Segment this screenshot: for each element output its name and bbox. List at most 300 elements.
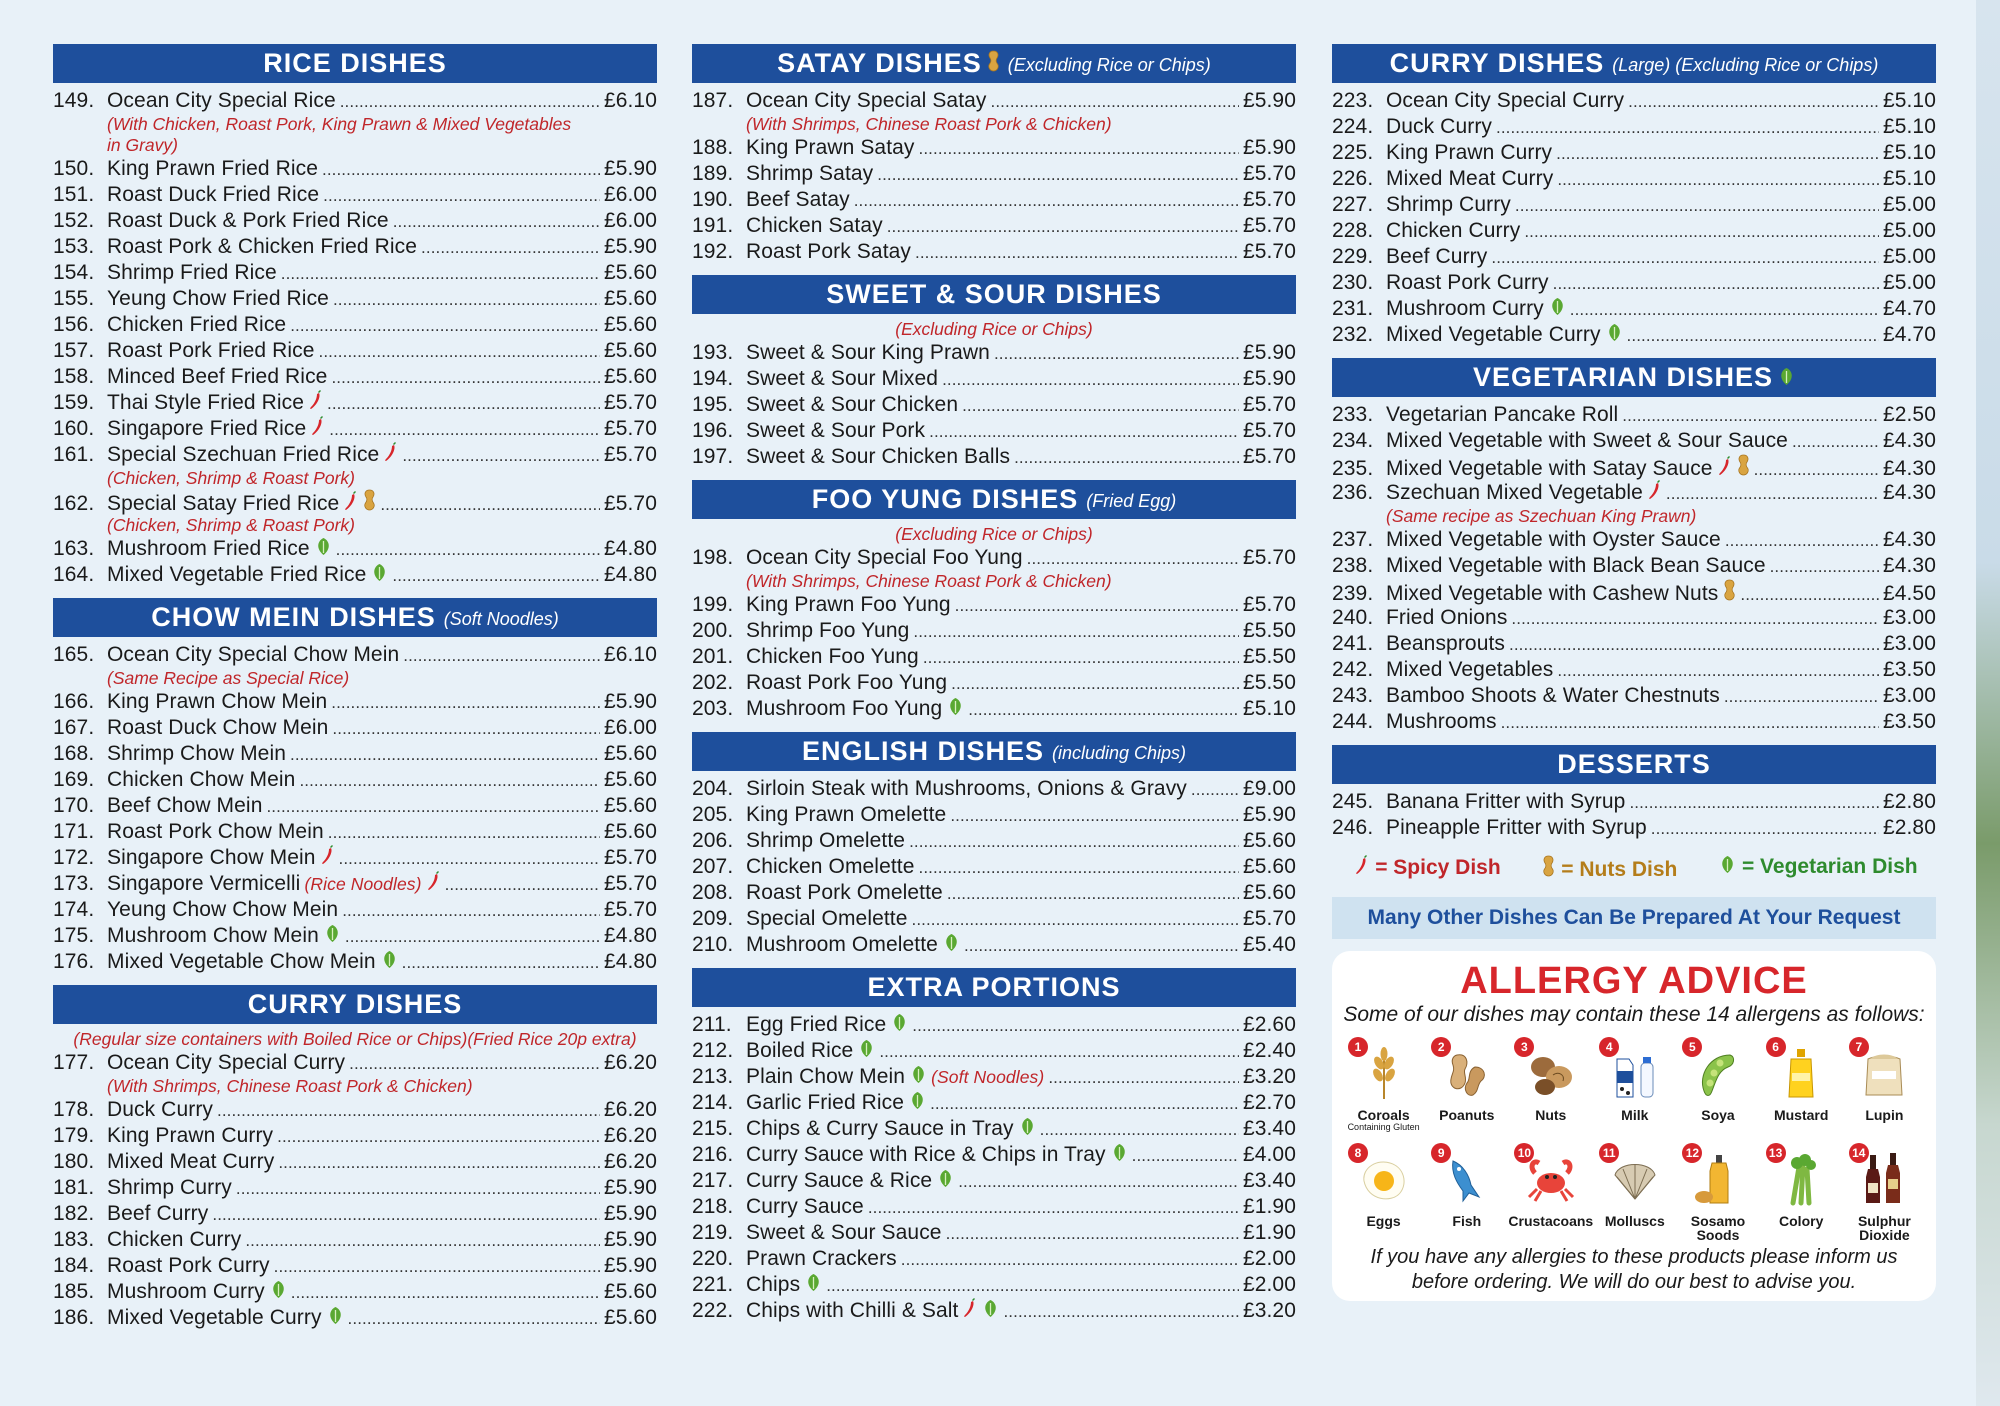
dot-leader [345,924,600,950]
dot-leader [955,593,1239,619]
menu-item [53,1305,657,1331]
item-name: Roast Pork Foo Yung [746,671,948,694]
section-header [53,985,657,1024]
item-name-wrap [107,416,325,443]
item-price: £5.00 [1882,271,1936,294]
item-name: Chicken Curry [1386,219,1521,242]
item-name-wrap [1386,605,1507,631]
item-price: £5.90 [1242,341,1296,364]
item-price: £2.00 [1242,1247,1296,1270]
chilli-icon [963,1298,977,1325]
item-number: 161. [53,443,95,466]
allergen-label: Sosamo Soods [1690,1213,1746,1243]
menu-item [53,260,657,286]
item-number: 237. [1332,528,1374,551]
dot-leader [421,235,600,261]
item-name: Chicken Curry [107,1228,242,1251]
menu-item [53,1149,657,1175]
dot-leader [1553,271,1879,297]
menu-item [53,489,657,515]
dot-leader [901,1247,1239,1273]
menu-item [53,949,657,975]
item-price: £6.10 [603,643,657,666]
menu-item [692,88,1296,114]
item-number: 149. [53,89,95,112]
item-price: £5.90 [603,235,657,258]
item-price: £5.70 [1242,445,1296,468]
item-price: £3.50 [1882,658,1936,681]
item-number: 159. [53,391,95,414]
menu-item [692,444,1296,470]
item-price: £6.00 [603,716,657,739]
dot-leader [245,1228,600,1254]
dot-leader [323,183,600,209]
item-name-wrap [746,1064,1044,1091]
item-name: Mushrooms [1386,710,1497,733]
menu-item [692,1038,1296,1064]
dot-leader [994,341,1239,367]
item-name: Fried Onions [1386,606,1508,629]
section-title: RICE DISHES [263,48,447,78]
item-price: £5.70 [603,492,657,515]
item-price: £3.40 [1242,1117,1296,1140]
item-number: 217. [692,1169,734,1192]
dot-leader [1725,528,1879,554]
item-name-wrap [107,949,398,976]
dot-leader [380,492,600,518]
item-name: Mixed Vegetable Curry [1386,323,1601,346]
item-inline-note: (Rice Noodles) [304,874,422,894]
leaf-icon [858,1039,875,1065]
item-price: £5.00 [1882,245,1936,268]
menu-item [1332,244,1936,270]
item-name: Minced Beef Fried Rice [107,365,328,388]
allergen-label: Milk [1621,1107,1649,1123]
item-number: 150. [53,157,95,180]
item-name-wrap [746,1220,942,1246]
allergen-number: 2 [1431,1037,1451,1057]
item-name-wrap [107,338,315,364]
menu-item [53,1175,657,1201]
menu-section [53,598,657,975]
item-name-wrap [107,260,277,286]
item-name-wrap [107,642,399,668]
item-name: Ocean City Special Foo Yung [746,546,1023,569]
allergen-sesame-oil [1676,1143,1759,1243]
allergy-advice-panel [1332,951,1936,1301]
item-number: 218. [692,1195,734,1218]
item-name: Shrimp Fried Rice [107,261,277,284]
item-number: 190. [692,188,734,211]
dot-leader [1770,554,1879,580]
allergen-number: 8 [1348,1143,1368,1163]
menu-item [1332,683,1936,709]
dot-leader [1724,684,1879,710]
dot-leader [958,1169,1239,1195]
item-price: £3.20 [1242,1299,1296,1322]
item-name: Roast Pork & Chicken Fried Rice [107,235,418,258]
peanut-icon [363,489,376,518]
allergen-wine-bottle [1843,1143,1926,1243]
item-name-wrap [1386,553,1766,579]
dot-leader [1515,193,1879,219]
item-number: 204. [692,777,734,800]
item-price: £5.90 [1242,367,1296,390]
item-name: King Prawn Satay [746,136,915,159]
item-name-wrap [746,1168,954,1195]
item-price: £5.90 [603,1254,657,1277]
menu-item [692,644,1296,670]
item-number: 203. [692,697,734,720]
menu-item [1332,192,1936,218]
item-name-wrap [107,208,389,234]
item-number: 179. [53,1124,95,1147]
item-price: £5.70 [603,846,657,869]
item-price: £4.50 [1882,582,1936,605]
item-name: Curry Sauce with Rice & Chips in Tray [746,1143,1106,1166]
menu-item [53,741,657,767]
item-number: 245. [1332,790,1374,813]
item-name-wrap [746,1012,908,1039]
item-name-wrap [1386,166,1553,192]
item-price: £5.60 [603,261,657,284]
section-title: CHOW MEIN DISHES [151,602,436,632]
item-name: Mushroom Curry [107,1280,265,1303]
item-name: King Prawn Chow Mein [107,690,328,713]
dot-leader [1570,297,1879,323]
item-number: 187. [692,89,734,112]
dot-leader [1754,457,1879,483]
menu-item [53,689,657,715]
item-number: 239. [1332,582,1374,605]
item-name: King Prawn Foo Yung [746,593,951,616]
item-number: 189. [692,162,734,185]
item-name-wrap [746,187,850,213]
allergy-outro-line-2: before ordering. We will do our best to advise you. [1411,1271,1857,1293]
leaf-icon [324,924,341,950]
dot-leader [964,933,1239,959]
allergen-label: Eggs [1366,1213,1401,1229]
item-name-wrap [746,802,946,828]
menu-section [53,985,657,1331]
allergen-number: 1 [1348,1037,1368,1057]
item-name-wrap [1386,244,1487,270]
item-name-wrap [746,932,960,959]
dot-leader [854,188,1239,214]
menu-item [692,1012,1296,1038]
item-name: Chicken Foo Yung [746,645,919,668]
section-header [692,968,1296,1007]
item-name-wrap [107,536,332,563]
allergen-number: 10 [1514,1143,1534,1163]
allergen-label: Soya [1701,1107,1735,1123]
menu-item [692,239,1296,265]
dot-leader [1622,403,1879,429]
dot-leader [336,537,600,563]
dot-leader [1627,323,1879,349]
dot-leader [1666,481,1879,507]
item-number: 229. [1332,245,1374,268]
menu-item [53,182,657,208]
item-name: Mixed Vegetable with Black Bean Sauce [1386,554,1766,577]
dot-leader [327,391,600,417]
menu-item [53,1097,657,1123]
item-name-wrap [746,88,987,114]
item-number: 174. [53,898,95,921]
item-name-wrap [1386,140,1552,166]
section-header [53,598,657,637]
menu-item [53,715,657,741]
item-name-wrap [107,562,388,589]
menu-item [692,696,1296,722]
menu-item [1332,631,1936,657]
dot-leader [1027,546,1239,572]
item-name: Roast Pork Chow Mein [107,820,324,843]
menu-section [692,968,1296,1324]
item-name: Duck Curry [1386,115,1493,138]
item-price: £5.60 [603,742,657,765]
item-number: 240. [1332,606,1374,629]
menu-item [53,845,657,871]
item-name-wrap [1386,322,1623,349]
item-number: 185. [53,1280,95,1303]
item-name: Mixed Vegetable Fried Rice [107,563,367,586]
item-number: 194. [692,367,734,390]
allergen-number: 3 [1514,1037,1534,1057]
item-price: £5.10 [1882,89,1936,112]
item-name: Beef Chow Mein [107,794,263,817]
item-note: (With Shrimps, Chinese Roast Pork & Chicken) [746,114,1112,134]
dot-leader [879,1039,1239,1065]
section-subtitle: (including Chips) [1051,743,1187,763]
leaf-icon [270,1280,287,1306]
item-price: £6.20 [603,1051,657,1074]
item-number: 235. [1332,457,1374,480]
menu-item [1332,480,1936,506]
dot-leader [281,261,600,287]
menu-item [692,135,1296,161]
item-name-wrap [107,1201,208,1227]
item-number: 202. [692,671,734,694]
dot-leader [1556,141,1879,167]
leaf-icon [327,1306,344,1332]
item-price: £4.80 [603,563,657,586]
item-number: 215. [692,1117,734,1140]
item-price: £2.40 [1242,1039,1296,1062]
item-name: Mixed Vegetables [1386,658,1554,681]
section-header [1332,745,1936,784]
item-number: 226. [1332,167,1374,190]
item-price: £4.30 [1882,554,1936,577]
item-name: Bamboo Shoots & Water Chestnuts [1386,684,1720,707]
legend-nuts-label: = Nuts Dish [1561,858,1678,881]
item-name: Chicken Satay [746,214,883,237]
item-price: £4.80 [603,950,657,973]
item-number: 214. [692,1091,734,1114]
item-price: £5.60 [603,313,657,336]
legend-veg [1714,855,1918,883]
item-name: Special Omelette [746,907,908,930]
item-name: Mushroom Chow Mein [107,924,319,947]
item-name: Banana Fritter with Syrup [1386,790,1626,813]
menu-column-1 [53,44,657,1341]
item-name-wrap [107,1253,270,1279]
menu-item [53,208,657,234]
chilli-icon [311,416,325,443]
item-name: Mushroom Fried Rice [107,537,310,560]
dot-leader [951,671,1239,697]
item-number: 205. [692,803,734,826]
item-name: Mixed Meat Curry [107,1150,275,1173]
item-number: 173. [53,872,95,895]
menu-item [1332,579,1936,605]
item-price: £5.70 [603,872,657,895]
menu-item [692,1220,1296,1246]
allergen-number: 12 [1682,1143,1702,1163]
menu-item [53,312,657,338]
item-price: £5.70 [1242,593,1296,616]
menu-item [692,592,1296,618]
item-name: Mixed Vegetable Curry [107,1306,322,1329]
item-name: Special Szechuan Fried Rice [107,443,380,466]
dot-leader [1629,790,1879,816]
item-price: £5.70 [1242,188,1296,211]
dot-leader [877,162,1239,188]
item-number: 177. [53,1051,95,1074]
item-number: 176. [53,950,95,973]
item-price: £4.00 [1242,1143,1296,1166]
item-price: £5.70 [603,391,657,414]
item-price: £5.60 [603,287,657,310]
menu-item [53,871,657,897]
menu-section [1332,44,1936,348]
item-name-wrap [107,390,323,417]
dot-leader [348,1306,600,1332]
item-name: Mushroom Curry [1386,297,1544,320]
dot-leader [299,768,599,794]
item-price: £5.90 [603,690,657,713]
item-number: 216. [692,1143,734,1166]
dot-leader [277,1124,600,1150]
menu-column-3 [1332,44,1936,1301]
section-title: DESSERTS [1557,749,1711,779]
menu-item [1332,402,1936,428]
item-name-wrap [107,819,324,845]
allergen-egg [1342,1143,1425,1243]
menu-item [1332,657,1936,683]
dot-leader [212,1202,600,1228]
section-title: SATAY DISHES [777,48,982,78]
dot-leader [1557,167,1879,193]
item-price: £5.90 [1242,803,1296,826]
menu-item [53,390,657,416]
item-note: (Same recipe as Szechuan King Prawn) [1386,506,1697,526]
item-price: £3.00 [1882,632,1936,655]
dot-leader [968,697,1239,723]
chilli-icon [321,845,335,872]
dot-leader [912,1013,1239,1039]
item-name: Vegetarian Pancake Roll [1386,403,1619,426]
dot-leader [339,846,600,872]
item-name: Sweet & Sour Pork [746,419,926,442]
dot-leader [328,820,600,846]
allergen-label: Crustacoans [1508,1213,1594,1229]
item-name-wrap [107,897,338,923]
item-name-wrap [107,1149,274,1175]
item-number: 199. [692,593,734,616]
item-name-wrap [1386,579,1736,608]
leaf-icon [947,697,964,723]
item-name-wrap [746,776,1187,802]
menu-item [53,923,657,949]
item-price: £5.60 [603,339,657,362]
leaf-icon [1778,362,1795,393]
item-name-wrap [107,845,335,872]
section-header [1332,44,1936,83]
allergen-label: Nuts [1535,1107,1567,1123]
item-number: 223. [1332,89,1374,112]
item-name: Shrimp Curry [1386,193,1511,216]
item-name: Singapore Fried Rice [107,417,307,440]
item-name-wrap [107,1123,273,1149]
dot-leader [950,803,1239,829]
dot-leader [402,443,600,469]
menu-item [692,1064,1296,1090]
item-name: Singapore Chow Mein [107,846,316,869]
legend-nuts [1537,855,1677,883]
dot-leader [236,1176,600,1202]
allergen-label: Coroals [1357,1107,1410,1123]
item-name-wrap [746,392,958,418]
item-name: Shrimp Curry [107,1176,232,1199]
item-name-wrap [107,364,327,390]
item-name-wrap [746,880,943,906]
menu-item [1332,114,1936,140]
menu-section [1332,358,1936,735]
item-name-wrap [107,1305,344,1332]
dot-leader [919,855,1239,881]
item-number: 234. [1332,429,1374,452]
item-number: 227. [1332,193,1374,216]
allergen-number: 9 [1431,1143,1451,1163]
item-number: 184. [53,1254,95,1277]
menu-item [692,802,1296,828]
menu-item [1332,815,1936,841]
item-number: 186. [53,1306,95,1329]
leaf-icon [1606,323,1623,349]
item-name-wrap [746,618,909,644]
item-note: (Same Recipe as Special Rice) [107,668,350,688]
item-name-wrap [746,1142,1128,1169]
item-name: Chicken Omelette [746,855,915,878]
item-price: £2.50 [1882,403,1936,426]
item-number: 228. [1332,219,1374,242]
item-number: 210. [692,933,734,956]
section-title: CURRY DISHES [247,989,463,1019]
item-name-wrap [746,592,951,618]
item-name: Yeung Chow Fried Rice [107,287,329,310]
item-name-wrap [107,182,319,208]
item-number: 180. [53,1150,95,1173]
item-name-wrap [746,644,919,670]
item-name: Mushroom Foo Yung [746,697,943,720]
item-number: 193. [692,341,734,364]
item-number: 213. [692,1065,734,1088]
item-number: 197. [692,445,734,468]
item-name: Chips with Chilli & Salt [746,1299,959,1322]
item-name: Sweet & Sour Sauce [746,1221,942,1244]
leaf-icon [1019,1117,1036,1143]
